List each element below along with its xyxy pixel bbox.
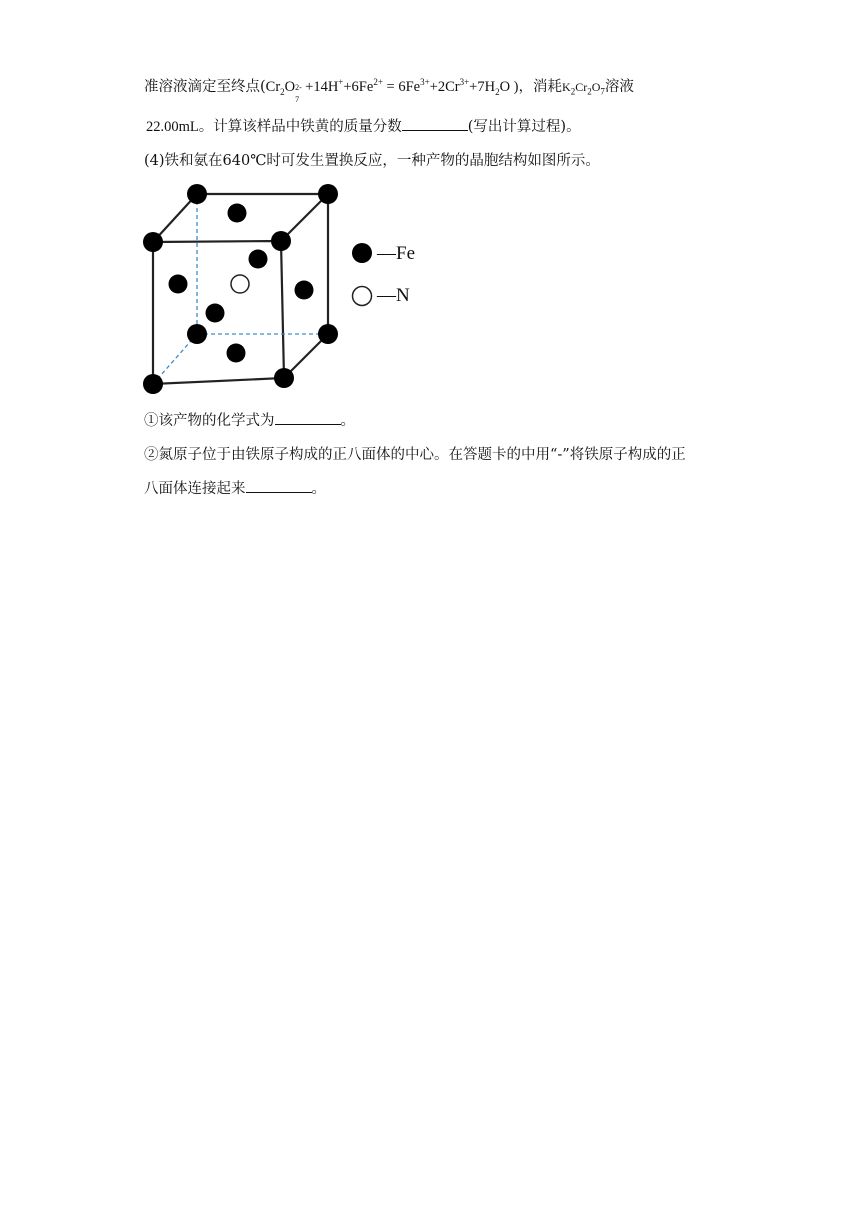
eq-fe-sup: 2+ — [373, 77, 383, 88]
eq-h2o-sub: 2 — [495, 86, 500, 97]
fe-atom-corner — [187, 324, 207, 344]
fe-atom-corner — [318, 324, 338, 344]
eq-cr3-sup: 3+ — [459, 77, 470, 88]
k-o-sub: 7 — [600, 86, 605, 97]
equation — [265, 77, 519, 104]
k: K — [562, 80, 571, 94]
n-atom-center — [231, 275, 249, 293]
subquestion-2-cont — [144, 478, 326, 500]
subquestion-2: ②氮原子位于由铁原子构成的正八面体的中心。在答题卡的中用“-”将铁原子构成的正 — [144, 447, 686, 463]
eq-o: O — [284, 79, 296, 95]
fe-atom-face — [228, 204, 247, 223]
eq-mid: = 6Fe — [382, 79, 421, 95]
fe-atom-face — [295, 281, 314, 300]
legend — [352, 243, 415, 306]
eq-h: +14H — [305, 79, 339, 95]
eq-cr-sub: 2 — [280, 86, 285, 97]
eq-o-scripts — [295, 81, 305, 104]
q1-after: 。 — [340, 413, 355, 429]
fe-atom-corner — [318, 184, 338, 204]
subquestion-1 — [144, 410, 355, 432]
eq-h2o: +7H — [469, 79, 496, 95]
eq-fe3-sup: 3+ — [420, 77, 430, 88]
q1-answer-blank[interactable] — [275, 410, 341, 425]
answer-blank[interactable] — [402, 116, 468, 131]
eq-cr: Cr — [265, 79, 281, 95]
eq-h2o-end: O ) — [499, 79, 519, 95]
legend-n-symbol — [353, 287, 372, 306]
question-4-line: (4)铁和氨在640℃时可发生置换反应，一种产物的晶胞结构如图所示。 — [144, 153, 600, 169]
q3-text: 八面体连接起来 — [144, 481, 246, 497]
eq-o-sup: 2- — [295, 82, 302, 92]
legend-fe-symbol — [352, 243, 372, 263]
eq-h-sup: + — [338, 77, 344, 88]
fe-atom-corner — [274, 368, 294, 388]
volume-value: 22.00mL — [146, 119, 199, 135]
eq-o-sub: 7 — [295, 94, 300, 104]
k-sub: 2 — [570, 86, 576, 97]
fe-atom-face — [227, 344, 246, 363]
legend-n-label: —N — [377, 285, 410, 306]
q2-answer-blank[interactable] — [246, 478, 312, 493]
line1-suffix: 溶液 — [604, 79, 634, 95]
fe-atom-corner — [187, 184, 207, 204]
line1-mid: ，消耗 — [518, 79, 563, 95]
k-cr-sub: 2 — [587, 86, 592, 97]
fe-atom-corner — [143, 232, 163, 252]
fe-atom-face — [206, 304, 225, 323]
k-cr: Cr — [575, 80, 588, 94]
k-o: O — [591, 80, 601, 94]
eq-cr2: +2Cr — [429, 79, 460, 95]
fe-atom-corner — [143, 374, 163, 394]
line2-text: 。计算该样品中铁黄的质量分数 — [198, 119, 402, 135]
fe-atom-face — [249, 250, 268, 269]
k2cr2o7-formula — [562, 80, 605, 97]
volume-line — [146, 116, 581, 138]
crystal-cell-diagram — [140, 180, 440, 400]
line1-prefix: 准溶液滴定至终点( — [144, 79, 266, 95]
eq-fe: +6Fe — [343, 79, 374, 95]
q1-text: ①该产物的化学式为 — [144, 413, 275, 429]
line2-after: (写出计算过程)。 — [467, 119, 581, 135]
equation-line — [144, 76, 634, 104]
fe-atom-face — [169, 275, 188, 294]
fe-atom-corner — [271, 231, 291, 251]
legend-fe-label: —Fe — [377, 243, 415, 264]
q3-after: 。 — [311, 481, 326, 497]
